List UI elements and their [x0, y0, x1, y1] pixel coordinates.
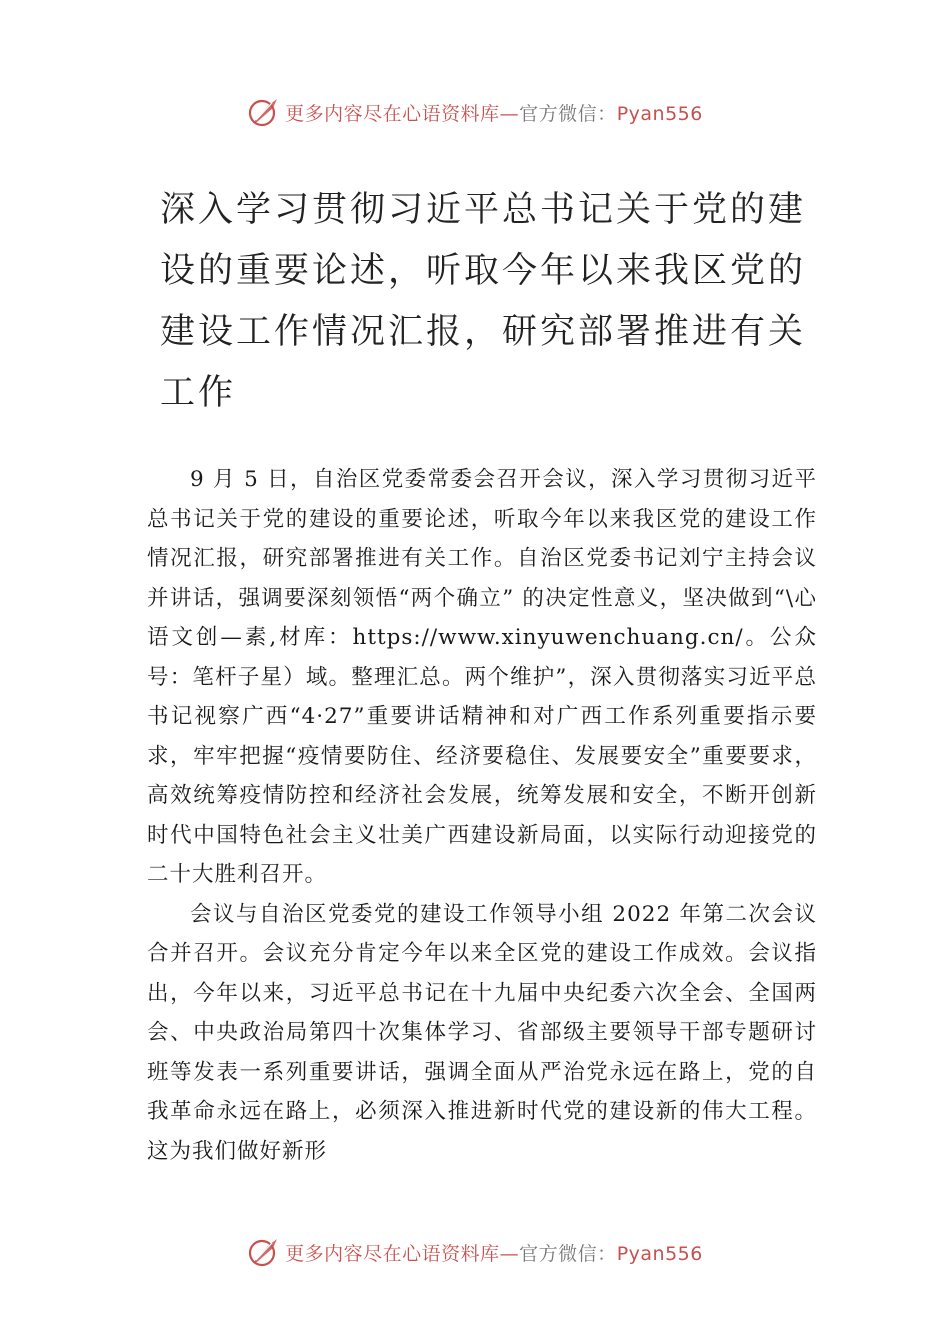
paragraph: 9 月 5 日，自治区党委常委会召开会议，深入学习贯彻习近平总书记关于党的建设的重要论述，听取今年以来我区党的建设工作情况汇报，研究部署推进有关工作。自治区党委书记刘宁主持会议并讲话，强调要深刻领悟“两个确立” 的决定性意义，坚决做到“\心语文创—素,材库：https://www.xinyuwenchuang.cn/。公众号：笔杆子星）域。整理汇总。两个维护”，深入贯彻落实习近平总书记视察广西“4·27”重要讲话精神和对广西工作系列重要指示要求，牢牢把握“疫情要防住、经济要稳住、发展要安全”重要要求，高效统筹疫情防控和经济社会发展，统筹发展和安全，不断开创新时代中国特色社会主义壮美广西建设新局面，以实际行动迎接党的二十大胜利召开。	[147, 467, 817, 887]
watermark-text: 更多内容尽在心语资料库—官方微信：Pyan556	[285, 1242, 703, 1265]
paragraph: 会议与自治区党委党的建设工作领导小组 2022 年第二次会议合并召开。会议充分肯定今年以来全区党的建设工作成效。会议指出，今年以来，习近平总书记在十九届中央纪委六次全会、全国两会、中央政治局第四十次集体学习、省部级主要领导干部专题研讨班等发表一系列重要讲话，强调全面从严治党永远在路上，党的自我革命永远在路上，必须深入推进新时代党的建设新的伟大工程。这为我们做好新形	[147, 901, 817, 1164]
footer-watermark	[0, 1232, 950, 1272]
pen-feather-icon	[247, 1235, 281, 1269]
document-body	[147, 460, 817, 1171]
watermark-text: 更多内容尽在心语资料库—官方微信：Pyan556	[285, 102, 703, 125]
pen-feather-icon	[247, 95, 281, 129]
header-watermark	[0, 92, 950, 132]
document-title: 深入学习贯彻习近平总书记关于党的建设的重要论述，听取今年以来我区党的建设工作情况汇报，研究部署推进有关工作	[160, 190, 807, 413]
